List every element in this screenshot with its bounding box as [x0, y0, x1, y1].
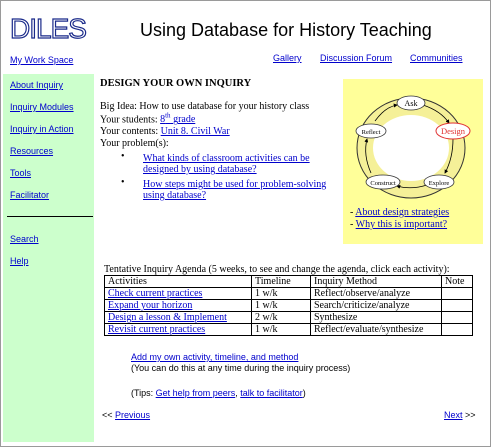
about-strategies-line: - About design strategies — [350, 207, 450, 218]
note-cell — [442, 324, 473, 336]
add-activity-link[interactable]: Add my own activity, timeline, and method — [131, 352, 299, 362]
timeline-cell: 1 w/k — [252, 324, 311, 336]
why-important-link[interactable]: Why this is important? — [355, 219, 448, 230]
page-title: Using Database for History Teaching — [140, 20, 432, 40]
svg-text:Reflect: Reflect — [361, 129, 381, 136]
timeline-cell: 1 w/k — [252, 300, 311, 312]
bullet: • — [121, 177, 125, 188]
activity-link[interactable]: Check current practices — [108, 288, 203, 299]
timeline-cell: 1 w/k — [252, 288, 311, 300]
svg-text:Explore: Explore — [428, 180, 450, 187]
method-cell: Reflect/observe/analyze — [311, 288, 442, 300]
problems-label: Your problem(s): — [100, 138, 169, 149]
table-row — [105, 300, 473, 312]
nav-communities[interactable]: Communities — [410, 53, 463, 63]
add-activity-note: (You can do this at any time during the inquiry process) — [131, 363, 351, 373]
table-row — [105, 312, 473, 324]
next-nav — [444, 410, 476, 420]
sidebar-item-inquiry-modules[interactable]: Inquiry Modules — [10, 102, 74, 112]
svg-text:Ask: Ask — [404, 99, 418, 108]
sidebar — [3, 74, 94, 442]
get-help-from-peers-link[interactable]: Get help from peers — [155, 388, 236, 398]
big-idea: Big Idea: How to use database for your history class — [100, 101, 310, 112]
nav-discussion-forum[interactable]: Discussion Forum — [320, 53, 393, 63]
col-timeline: Timeline — [252, 276, 311, 288]
problem-link-2[interactable]: How steps might be used for problem-solving using database? — [143, 179, 327, 201]
method-cell: Synthesize — [311, 312, 442, 324]
next-arrow: >> — [465, 410, 476, 420]
section-heading: DESIGN YOUR OWN INQUIRY — [100, 78, 252, 89]
note-cell — [442, 300, 473, 312]
students-grade-link[interactable]: 8th grade — [160, 112, 196, 126]
contents-unit-link[interactable]: Unit 8. Civil War — [160, 126, 230, 137]
previous-nav — [102, 410, 150, 420]
previous-link[interactable]: Previous — [115, 410, 151, 420]
svg-text:Construct: Construct — [370, 180, 396, 187]
sidebar-divider — [7, 216, 93, 217]
sidebar-item-help[interactable]: Help — [10, 256, 29, 266]
method-cell: Search/criticize/analyze — [311, 300, 442, 312]
svg-text:Design: Design — [440, 126, 466, 136]
activity-link[interactable]: Design a lesson & Implement — [108, 312, 227, 323]
agenda-table — [104, 275, 473, 336]
activity-link[interactable]: Revisit current practices — [108, 324, 206, 335]
contents-label: Your contents: — [100, 126, 161, 137]
diles-logo — [8, 8, 86, 48]
inquiry-cycle-diagram — [353, 93, 470, 203]
my-work-space-link[interactable]: My Work Space — [10, 55, 74, 65]
why-important-line: - Why this is important? — [350, 219, 448, 230]
nav-gallery[interactable]: Gallery — [273, 53, 302, 63]
contents-line — [100, 126, 230, 137]
method-cell: Reflect/evaluate/synthesize — [311, 324, 442, 336]
students-label: Your students: — [100, 114, 161, 126]
table-row — [105, 324, 473, 336]
table-row — [105, 288, 473, 300]
activity-link[interactable]: Expand your horizon — [108, 300, 193, 311]
next-link[interactable]: Next — [444, 410, 463, 420]
sidebar-item-tools[interactable]: Tools — [10, 168, 32, 178]
note-cell — [442, 288, 473, 300]
col-inquiry-method: Inquiry Method — [311, 276, 442, 288]
col-activities: Activities — [105, 276, 252, 288]
svg-text:DILES: DILES — [10, 13, 86, 44]
col-note: Note — [442, 276, 473, 288]
sidebar-item-about-inquiry[interactable]: About Inquiry — [10, 80, 64, 90]
sidebar-item-facilitator[interactable]: Facilitator — [10, 190, 50, 200]
prev-arrow: << — [102, 410, 113, 420]
tips-line: (Tips: Get help from peers, talk to facilitator) — [131, 388, 306, 398]
agenda-caption: Tentative Inquiry Agenda (5 weeks, to see and change the agenda, click each activity): — [104, 264, 450, 275]
about-design-strategies-link[interactable]: About design strategies — [355, 207, 450, 218]
sidebar-item-inquiry-in-action[interactable]: Inquiry in Action — [10, 124, 74, 134]
timeline-cell: 2 w/k — [252, 312, 311, 324]
agenda-header-row — [105, 276, 473, 288]
talk-to-facilitator-link[interactable]: talk to facilitator — [240, 388, 303, 398]
students-line — [100, 112, 195, 125]
sidebar-item-resources[interactable]: Resources — [10, 146, 54, 156]
bullet: • — [121, 151, 125, 162]
problem-link-1[interactable]: What kinds of classroom activities can be designed by using database? — [143, 153, 310, 175]
note-cell — [442, 312, 473, 324]
sidebar-item-search[interactable]: Search — [10, 234, 39, 244]
